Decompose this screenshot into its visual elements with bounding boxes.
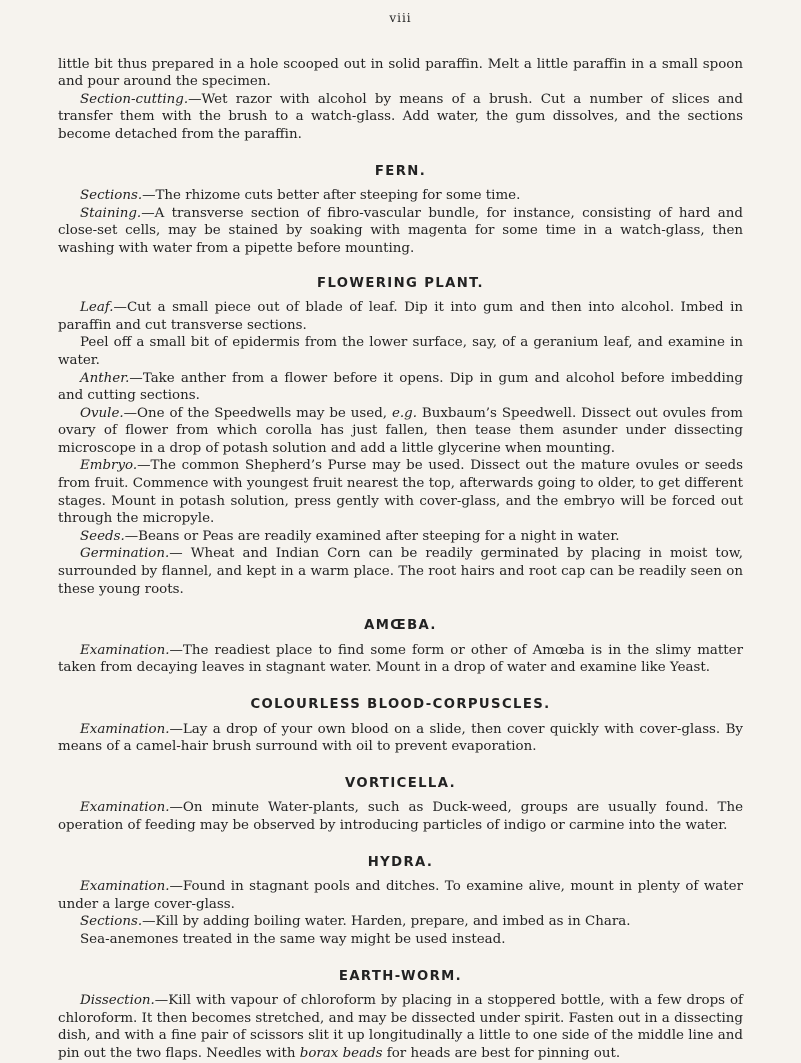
paragraph — [58, 370, 743, 405]
paragraph-lead: Seeds. — [80, 528, 125, 544]
paragraph-text: Sea-anemones treated in the same way might be used instead. — [80, 931, 506, 947]
section-gap — [58, 756, 743, 775]
paragraph — [58, 187, 743, 205]
paragraph — [58, 931, 743, 949]
paragraph-text: —Found in stagnant pools and ditches. To examine alive, mount in plenty of water under a large cover-glass. — [58, 879, 743, 912]
paragraph-emphasis: e.g. — [391, 405, 417, 421]
paragraph-text: —A transverse section of fibro-vascular bundle, for instance, consisting of hard and close-set cells, may be stained by soaking with magenta for some time in a watch-glass, then washing with water from a pipette before mounting. — [58, 205, 743, 256]
paragraph-tail: Buxbaum’s Speedwell. Dissect out ovules from ovary of flower from which corolla has just fallen, then tease them asunder under dissecting microscope in a drop of potash solution and add a little glycerine when mounting. — [58, 405, 743, 456]
paragraph — [58, 56, 743, 91]
section-gap — [58, 949, 743, 968]
paragraph — [58, 299, 743, 334]
paragraph-lead: Sections. — [80, 188, 143, 204]
paragraph-lead: Examination. — [80, 721, 170, 737]
paragraph-text: —Kill with vapour of chloroform by placing in a stoppered bottle, with a few drops of chloroform. It then becomes stretched, and may be dissected under spirit. Fasten out in a dissecting dish, and with a fine pair of scissors slit it up longitudinally a little to one side of the middle line and pin out the two flaps. Needles with — [58, 993, 743, 1061]
paragraph — [58, 205, 743, 258]
paragraph-lead: Embryo. — [80, 458, 138, 474]
paragraph-emphasis: borax beads — [299, 1045, 383, 1061]
section-heading: HYDRA. — [367, 854, 434, 870]
paragraph — [58, 642, 743, 677]
section-heading: EARTH-WORM. — [338, 968, 463, 984]
paragraph-text: —Kill by adding boiling water. Harden, prepare, and imbed as in Chara. — [142, 914, 631, 930]
paragraph-text: —Wet razor with alcohol by means of a brush. Cut a number of slices and transfer them with the brush to a watch-glass. Add water, the gum dissolves, and the sections become detached from the paraffin. — [58, 91, 743, 142]
paragraph — [58, 528, 743, 546]
section — [58, 696, 743, 756]
paragraph-lead: Examination. — [80, 642, 170, 658]
paragraph-text: —Beans or Peas are readily examined after steeping for a night in water. — [124, 528, 620, 544]
paragraph-text: — Wheat and Indian Corn can be readily germinated by placing in moist tow, surrounded by flannel, and kept in a warm place. The root hairs and root cap can be readily seen on these young roots. — [58, 546, 743, 597]
section-heading: AMŒBA. — [364, 618, 437, 634]
paragraph-text: —The readiest place to find some form or other of Amœba is in the slimy matter taken from decaying leaves in stagnant water. Mount in a drop of water and examine like Yeast. — [58, 642, 743, 676]
paragraph — [58, 545, 743, 598]
paragraph-lead: Dissection. — [80, 993, 155, 1009]
paragraph-text: —Lay a drop of your own blood on a slide, then cover quickly with cover-glass. By means of a camel-hair brush surround with oil to prevent evaporation. — [58, 721, 743, 755]
section-heading: FERN. — [374, 163, 427, 179]
paragraph — [58, 721, 743, 756]
paragraph — [58, 457, 743, 527]
section — [58, 617, 743, 677]
section — [58, 968, 743, 1063]
paragraph-lead: Examination. — [80, 879, 170, 895]
paragraph-text: —The common Shepherd’s Purse may be used. Dissect out the mature ovules or seeds from fruit. Commence with youngest fruit nearest the top, afterwards going to older, to get different stages. Mount in potash solution, press gently with cover-glass, and the embryo will be forced out through the micropyle. — [58, 458, 743, 527]
section-heading: VORTICELLA. — [344, 775, 456, 791]
paragraph-lead: Anther. — [80, 370, 130, 386]
paragraph-lead: Examination. — [80, 800, 170, 816]
paragraph-text: —The rhizome cuts better after steeping for some time. — [142, 188, 521, 204]
paragraph-text: —Cut a small piece out of blade of leaf. Dip it into gum and then into alcohol. Imbed in paraffin and cut transverse sections. — [58, 300, 743, 333]
paragraph-text: —Take anther from a flower before it opens. Dip in gum and alcohol before imbedding and cutting sections. — [58, 370, 743, 404]
section-heading: COLOURLESS BLOOD-CORPUSCLES. — [250, 697, 551, 712]
paragraph-lead: Section-cutting. — [80, 91, 189, 107]
paragraph — [58, 799, 743, 834]
section — [58, 163, 743, 258]
paragraph — [58, 878, 743, 913]
paragraph-text: little bit thus prepared in a hole scooped out in solid paraffin. Melt a little paraffin in a small spoon and pour around the specimen. — [58, 56, 743, 90]
page-content — [58, 56, 743, 1063]
paragraph-lead: Ovule. — [80, 405, 124, 421]
paragraph-lead: Germination. — [80, 546, 170, 562]
section-gap — [58, 598, 743, 617]
section-gap — [58, 835, 743, 854]
paragraph — [58, 405, 743, 458]
paragraph-text: —One of the Speedwells may be used, — [123, 405, 392, 421]
section — [58, 854, 743, 949]
section-heading: FLOWERING PLANT. — [317, 275, 484, 291]
paragraph — [58, 992, 743, 1062]
section — [58, 275, 743, 599]
section-gap — [58, 258, 743, 275]
paragraph — [58, 334, 743, 369]
paragraph — [58, 91, 743, 144]
paragraph-text: —On minute Water-plants, such as Duck-weed, groups are usually found. The operation of feeding may be observed by introducing particles of indigo or carmine into the water. — [58, 800, 743, 833]
section-gap — [58, 144, 743, 163]
section — [58, 775, 743, 835]
paragraph-lead: Sections. — [80, 914, 143, 930]
paragraph-text: Peel off a small bit of epidermis from the lower surface, say, of a geranium leaf, and examine in water. — [58, 335, 743, 368]
paragraph-tail: for heads are best for pinning out. — [382, 1045, 621, 1061]
section-gap — [58, 677, 743, 696]
paragraph — [58, 913, 743, 931]
page-number: viii — [389, 11, 412, 25]
paragraph-lead: Staining. — [80, 205, 142, 221]
paragraph-lead: Leaf. — [80, 300, 114, 316]
